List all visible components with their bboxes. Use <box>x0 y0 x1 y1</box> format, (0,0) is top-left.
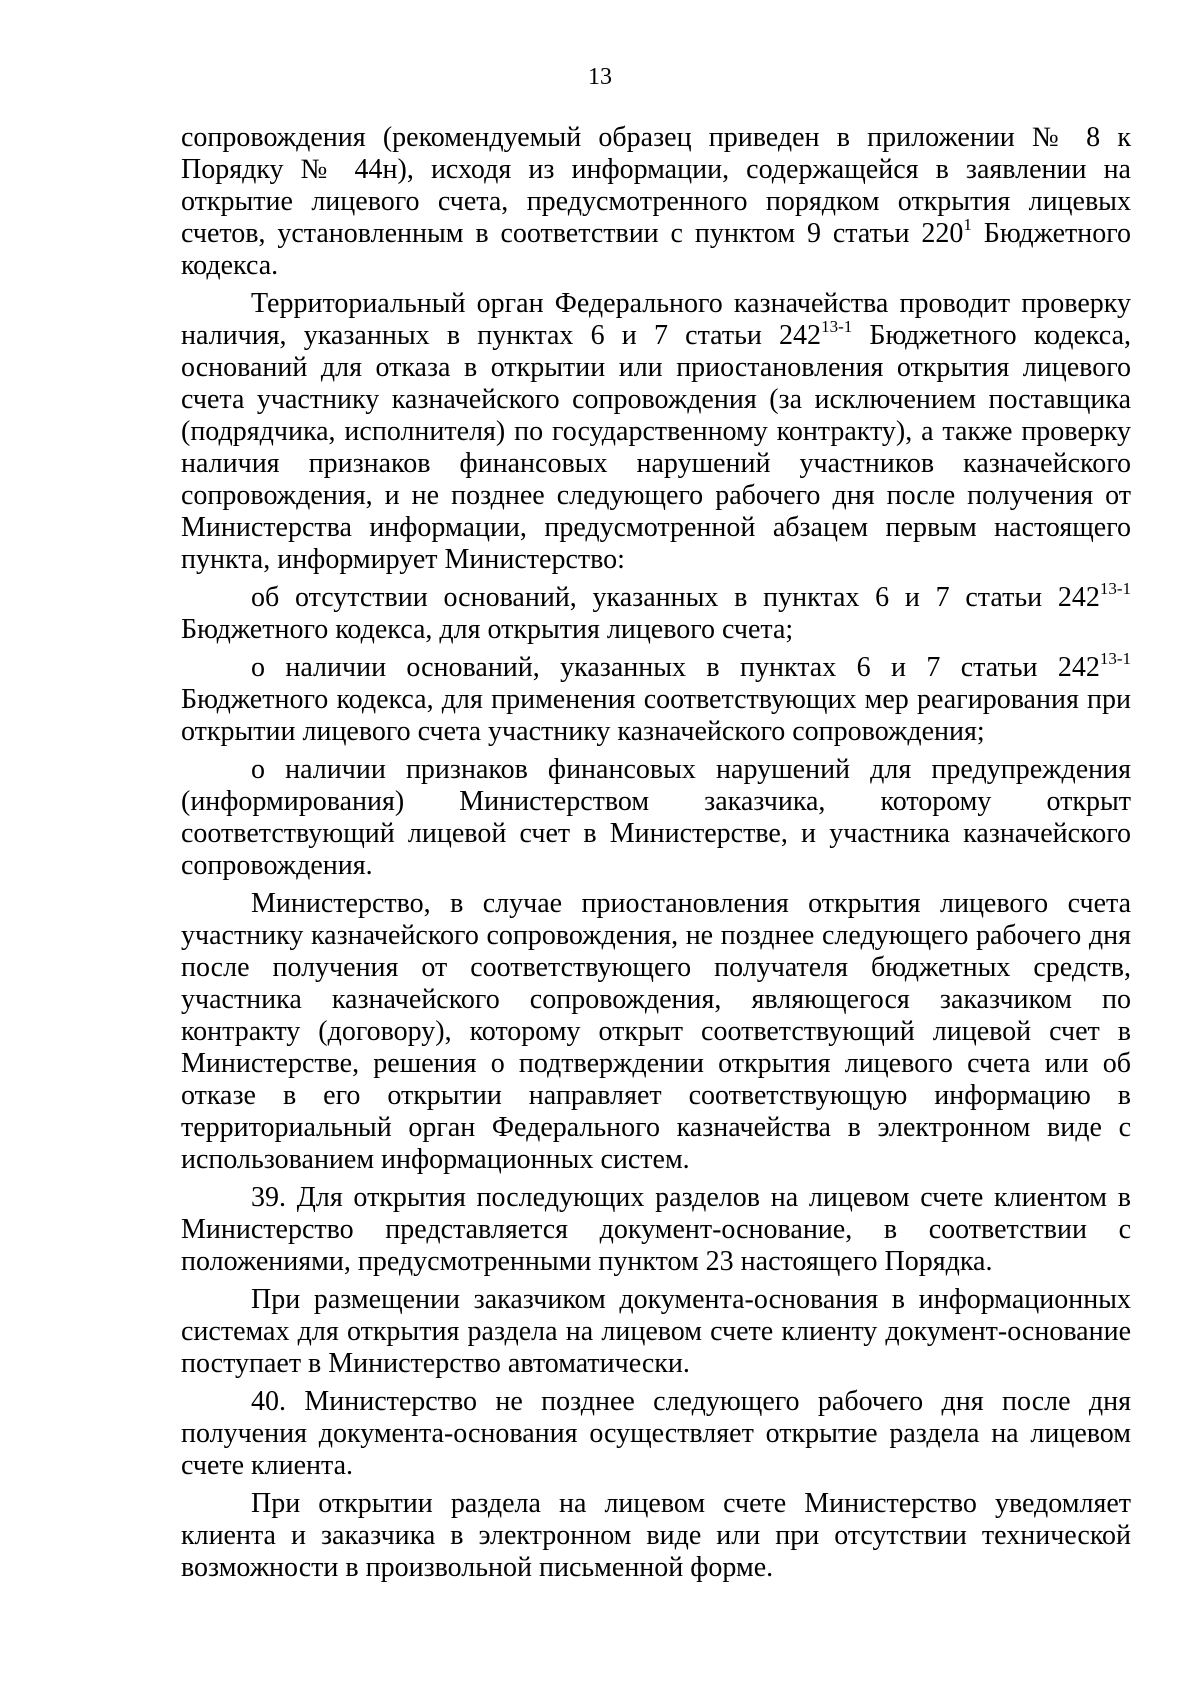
paragraph-notification: При открытии раздела на лицевом счете Министерство уведомляет клиента и заказчика в электронном виде или при отсутствии технической возможности в произвольной письменной форме. <box>181 1488 1131 1583</box>
paragraph-item-39: 39. Для открытия последующих разделов на лицевом счете клиентом в Министерство представляется документ-основание, в соответствии с положениями, предусмотренными пунктом 23 настоящего Порядка. <box>181 1182 1131 1277</box>
paragraph-text: Территориальный орган Федерального казначейства проводит проверку наличия, указанных в пунктах 6 и 7 статьи 242 <box>181 288 1131 351</box>
paragraph-text: Бюджетного кодекса, оснований для отказа в открытии или приостановления открытия лицевого счета участнику казначейского сопровождения (за исключением поставщика (подрядчика, исполнителя) по государственному контракту), а также проверку наличия признаков финансовых нарушений участников казначейского сопровождения, и не позднее следующего рабочего дня после получения от Министерства информации, предусмотренной абзацем первым настоящего пункта, информирует Министерство: <box>181 320 1131 575</box>
superscript-article-index: 1 <box>963 214 972 234</box>
paragraph-text: сопровождения (рекомендуемый образец приведен в приложении № 8 к Порядку № 44н), исходя из информации, содержащейся в заявлении на открытие лицевого счета, предусмотренного порядком открытия лицевых счетов, установленным в соответствии с пунктом 9 статьи 220 <box>181 122 1131 249</box>
paragraph-no-grounds <box>181 578 1131 646</box>
paragraph-text: Бюджетного кодекса, для применения соответствующих мер реагирования при открытии лицевого счета участнику казначейского сопровождения; <box>181 684 1131 747</box>
superscript-article-index: 13-1 <box>1099 578 1131 598</box>
paragraph-text: о наличии оснований, указанных в пунктах 6 и 7 статьи 242 <box>251 652 1100 683</box>
superscript-article-index: 13-1 <box>821 316 853 336</box>
paragraph-financial-violations: о наличии признаков финансовых нарушений для предупреждения (информирования) Министерством заказчика, которому открыт соответствующий лицевой счет в Министерстве, и участника казначейского сопровождения. <box>181 754 1131 881</box>
paragraph-text: Бюджетного кодекса, для открытия лицевого счета; <box>181 614 794 645</box>
paragraph-text: Бюджетного кодекса. <box>181 218 1132 281</box>
paragraph-grounds-present <box>181 648 1131 748</box>
paragraph-ministry-suspension: Министерство, в случае приостановления открытия лицевого счета участнику казначейского сопровождения, не позднее следующего рабочего дня после получения от соответствующего получателя бюджетных средств, участника казначейского сопровождения, являющегося заказчиком по контракту (договору), которому открыт соответствующий лицевой счет в Министерстве, решения о подтверждении открытия лицевого счета или об отказе в его открытии направляет соответствующую информацию в территориальный орган Федерального казначейства в электронном виде с использованием информационных систем. <box>181 888 1131 1175</box>
paragraph-text: об отсутствии оснований, указанных в пунктах 6 и 7 статьи 242 <box>251 582 1100 613</box>
paragraph-auto-receipt: При размещении заказчиком документа-основания в информационных системах для открытия раздела на лицевом счете клиенту документ-основание поступает в Министерство автоматически. <box>181 1284 1131 1379</box>
page-number: 13 <box>588 64 612 90</box>
paragraph-item-40: 40. Министерство не позднее следующего рабочего дня после дня получения документа-основания осуществляет открытие раздела на лицевом счете клиента. <box>181 1386 1131 1481</box>
paragraph-continuation <box>181 122 1131 282</box>
paragraph-territorial-check <box>181 288 1131 576</box>
superscript-article-index: 13-1 <box>1099 648 1131 668</box>
document-body <box>181 122 1131 1584</box>
